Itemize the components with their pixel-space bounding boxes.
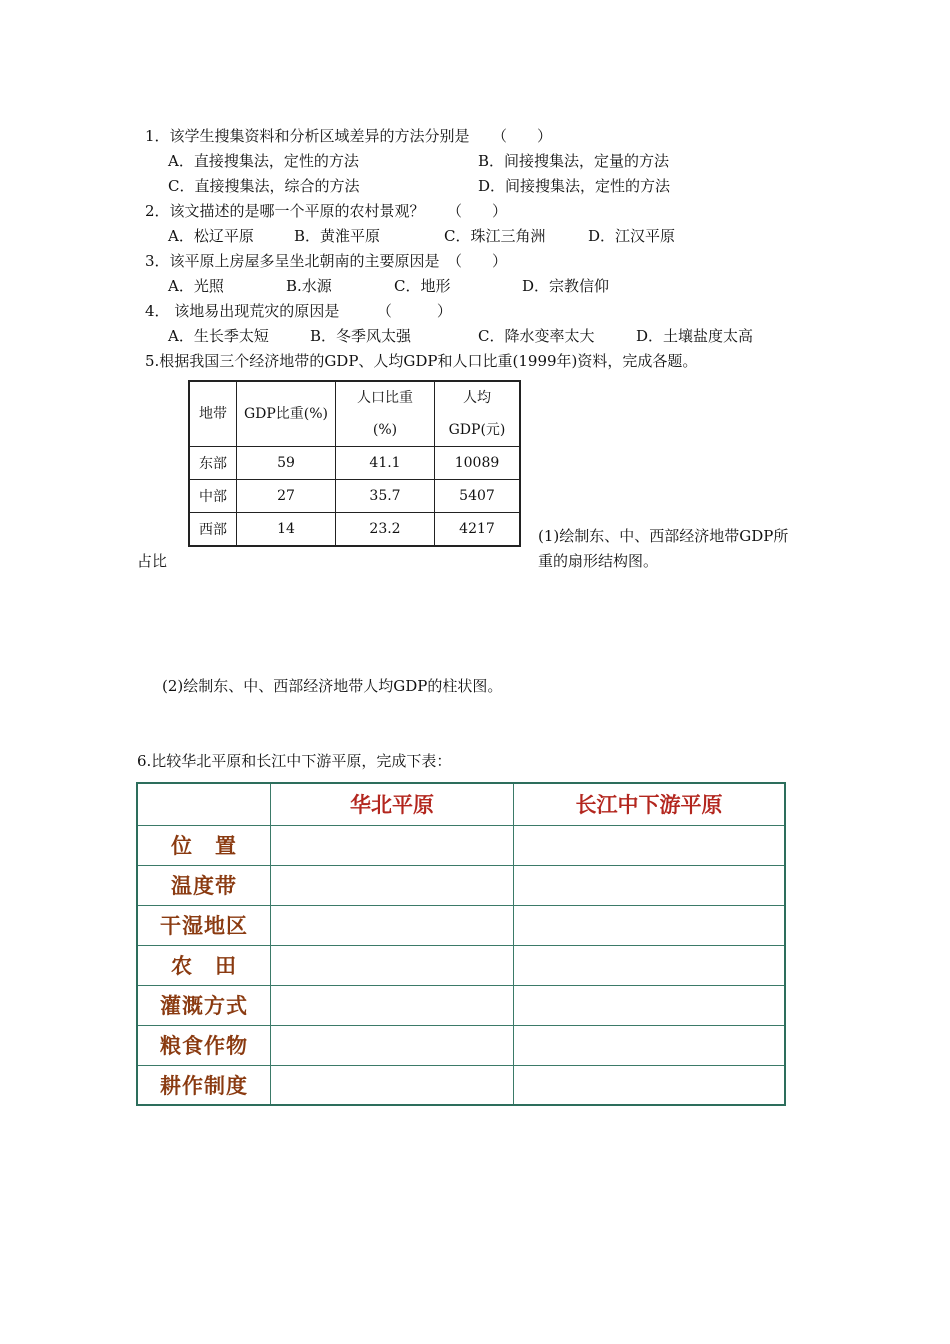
population-cell: 35.7: [336, 480, 435, 513]
gdp-cell: 27: [237, 480, 336, 513]
answer-cell[interactable]: [271, 905, 514, 945]
answer-cell[interactable]: [271, 985, 514, 1025]
q5-stem: 5.根据我国三个经济地带的GDP、人均GDP和人口比重(1999年)资料，完成各题。: [145, 352, 698, 370]
table-row: [137, 1065, 785, 1105]
column-header-yangtze-plain: 长江中下游平原: [514, 783, 786, 825]
row-header-cropping-system: 耕作制度: [137, 1065, 271, 1105]
row-header-grain-crops: 粮食作物: [137, 1025, 271, 1065]
row-header-temperature-zone: 温度带: [137, 865, 271, 905]
q5-sub2: (2)绘制东、中、西部经济地带人均GDP的柱状图。: [162, 677, 503, 695]
header-per-capita-line1: 人均: [463, 390, 491, 406]
population-cell: 41.1: [336, 447, 435, 480]
table-row: [137, 905, 785, 945]
table-row: [137, 985, 785, 1025]
q5-sub1-left-fragment: 占比: [137, 552, 168, 570]
answer-cell[interactable]: [271, 1025, 514, 1065]
q3-stem: 3．该平原上房屋多呈坐北朝南的主要原因是 （ ）: [145, 252, 508, 270]
q3-option-c: C．地形: [394, 277, 451, 295]
answer-cell[interactable]: [514, 865, 786, 905]
q2-option-c: C．珠江三角洲: [444, 227, 546, 245]
per-capita-cell: 10089: [435, 447, 521, 480]
per-capita-cell: 4217: [435, 513, 521, 547]
region-cell: 东部: [189, 447, 237, 480]
answer-cell[interactable]: [271, 945, 514, 985]
header-population-share: [336, 381, 435, 447]
table-row: [189, 447, 520, 480]
row-header-location: 位 置: [137, 825, 271, 865]
plain-comparison-table: [136, 782, 786, 1106]
q4-option-b: B．冬季风太强: [310, 327, 412, 345]
q5-sub1-line2: 重的扇形结构图。: [538, 552, 659, 570]
q1-option-c: C．直接搜集法，综合的方法: [168, 177, 360, 195]
corner-cell: [137, 783, 271, 825]
table-row: [137, 1025, 785, 1065]
q4-option-a: A．生长季太短: [168, 327, 269, 345]
table-row: [137, 825, 785, 865]
gdp-cell: 14: [237, 513, 336, 547]
answer-cell[interactable]: [271, 825, 514, 865]
column-header-north-china-plain: 华北平原: [271, 783, 514, 825]
gdp-cell: 59: [237, 447, 336, 480]
q1-stem: 1．该学生搜集资料和分析区域差异的方法分别是 （ ）: [145, 127, 553, 145]
answer-cell[interactable]: [514, 825, 786, 865]
q1-option-b: B．间接搜集法，定量的方法: [478, 152, 670, 170]
q1-option-d: D．间接搜集法，定性的方法: [478, 177, 671, 195]
population-cell: 23.2: [336, 513, 435, 547]
table-row: [189, 513, 520, 547]
region-cell: 中部: [189, 480, 237, 513]
q1-option-a: A．直接搜集法，定性的方法: [168, 152, 359, 170]
answer-cell[interactable]: [514, 1065, 786, 1105]
q2-option-a: A．松辽平原: [168, 227, 254, 245]
q6-stem: 6.比较华北平原和长江中下游平原，完成下表：: [137, 752, 452, 770]
header-per-capita-gdp: [435, 381, 521, 447]
header-population-line2: (%): [372, 422, 398, 438]
answer-cell[interactable]: [271, 1065, 514, 1105]
q4-stem: 4． 该地易出现荒灾的原因是 （ ）: [145, 302, 452, 320]
table-row: [137, 865, 785, 905]
q3-option-a: A．光照: [168, 277, 224, 295]
answer-cell[interactable]: [514, 905, 786, 945]
table-row: [189, 480, 520, 513]
header-gdp-share: GDP比重(%): [237, 381, 336, 447]
answer-cell[interactable]: [514, 985, 786, 1025]
q2-option-d: D．江汉平原: [588, 227, 676, 245]
row-header-farmland: 农 田: [137, 945, 271, 985]
q3-option-b: B.水源: [286, 277, 332, 295]
per-capita-cell: 5407: [435, 480, 521, 513]
q4-option-d: D．土壤盐度太高: [636, 327, 754, 345]
table-row: [137, 945, 785, 985]
region-cell: 西部: [189, 513, 237, 547]
q2-stem: 2．该文描述的是哪一个平原的农村景观？ （ ）: [145, 202, 508, 220]
answer-cell[interactable]: [514, 945, 786, 985]
row-header-moisture-region: 干湿地区: [137, 905, 271, 945]
gdp-data-table: [188, 380, 521, 547]
answer-cell[interactable]: [514, 1025, 786, 1065]
header-region: 地带: [189, 381, 237, 447]
answer-cell[interactable]: [271, 865, 514, 905]
q5-sub1-line1: (1)绘制东、中、西部经济地带GDP所: [538, 527, 789, 545]
header-per-capita-line2: GDP(元): [448, 422, 506, 438]
header-population-line1: 人口比重: [357, 390, 413, 406]
q3-option-d: D．宗教信仰: [522, 277, 610, 295]
q4-option-c: C．降水变率太大: [478, 327, 595, 345]
q2-option-b: B．黄淮平原: [294, 227, 381, 245]
row-header-irrigation: 灌溉方式: [137, 985, 271, 1025]
